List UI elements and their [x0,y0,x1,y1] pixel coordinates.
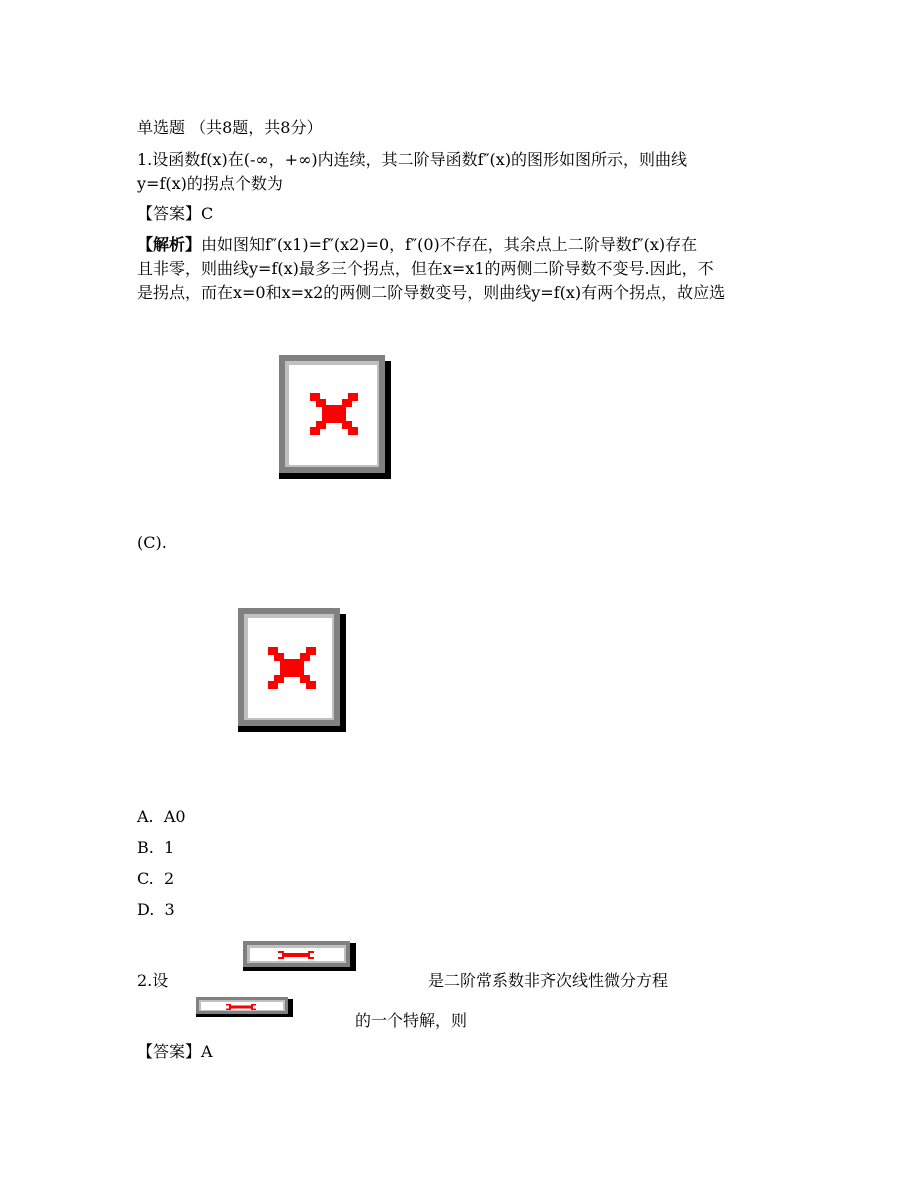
option-text: A0 [163,807,186,826]
analysis-label: 【解析】 [137,235,202,254]
option-a[interactable] [137,807,186,827]
broken-image-icon [238,608,346,732]
answer-value: C [201,204,214,223]
q2-prefix: 2.设 [137,971,169,990]
option-text: 2 [163,869,175,888]
answer-value: A [201,1042,213,1061]
broken-image-icon [243,941,356,971]
answer-label: 【答案】 [137,1042,202,1061]
section-header: 单选题 （共8题，共8分） [137,118,323,137]
q2-end: 的一个特解，则 [355,1011,468,1030]
option-b[interactable] [137,838,174,858]
analysis-text-1: 由如图知f″(x1)=f″(x2)=0，f″(0)不存在，其余点上二阶导数f″(x)存在 [201,235,698,254]
x-icon [310,393,358,435]
q1-analysis-line1 [137,235,697,255]
q1-answer [137,204,213,224]
option-d[interactable] [137,900,175,920]
q1-analysis-end: (C). [137,533,167,552]
option-text: 3 [164,900,175,919]
option-c[interactable] [137,869,174,889]
broken-image-icon [279,355,391,479]
option-text: 1 [164,838,175,857]
option-key: C. [137,869,154,888]
x-icon [226,1004,256,1010]
option-key: A. [137,807,154,826]
q1-analysis-line3: 是拐点，而在x=0和x=x2的两侧二阶导数变号，则曲线y=f(x)有两个拐点，故应选 [137,283,726,302]
q1-analysis-line2: 且非零，则曲线y=f(x)最多三个拐点，但在x=x1的两侧二阶导数不变号.因此，不 [137,259,714,278]
option-key: D. [137,900,155,919]
q1-stem-line2: y=f(x)的拐点个数为 [137,174,283,193]
answer-label: 【答案】 [137,204,202,223]
broken-image-icon [196,997,293,1017]
q2-answer [137,1042,213,1062]
x-icon [268,647,316,689]
option-key: B. [137,838,154,857]
q1-stem-line1: 1.设函数f(x)在(-∞，+∞)内连续，其二阶导函数f″(x)的图形如图所示，则曲线 [137,150,688,169]
q2-middle: 是二阶常系数非齐次线性微分方程 [428,971,669,990]
x-icon [278,951,314,959]
